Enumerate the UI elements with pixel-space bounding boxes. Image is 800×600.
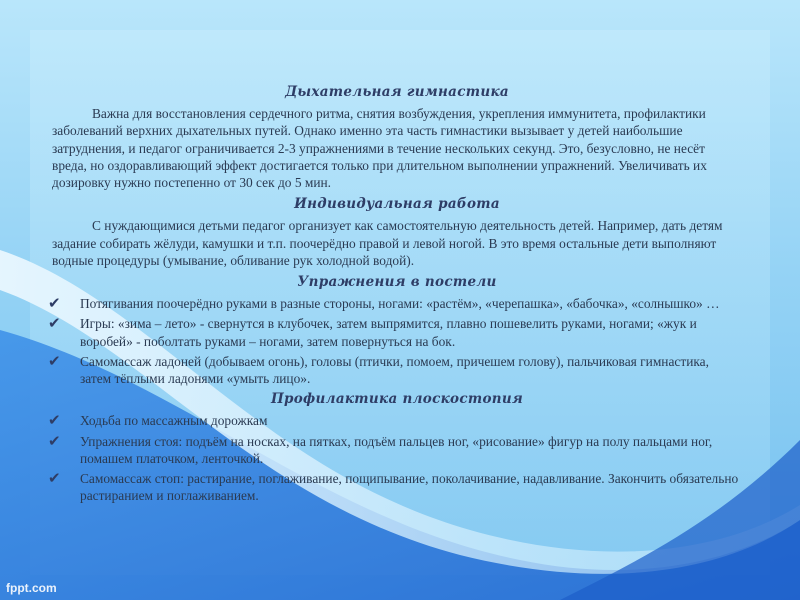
- section-heading: Профилактика плоскостопия: [270, 391, 524, 408]
- check-icon: ✔: [48, 431, 61, 450]
- list-item: [48, 431, 742, 467]
- list-item-text: Упражнения стоя: подъём на носках, на пятках, подъём пальцев ног, «рисование» фигур на полу пальцами ног, помашем платочком, ленточкой.: [80, 433, 713, 466]
- section-heading: Упражнения в постели: [297, 274, 497, 291]
- content: [48, 84, 742, 508]
- list-item: [48, 314, 742, 349]
- check-icon: ✔: [48, 351, 61, 370]
- check-icon: ✔: [48, 411, 61, 430]
- list-item-text: Самомассаж ладоней (добываем огонь), головы (птички, помоем, причешем голову), пальчиковая гимнастика, затем тёплыми ладонями «умыть лицо».: [80, 353, 709, 387]
- list-item: [48, 469, 742, 504]
- section-heading: Индивидуальная работа: [294, 196, 500, 213]
- bullet-list: [48, 294, 742, 387]
- check-icon: ✔: [48, 294, 61, 313]
- list-item-text: Ходьба по массажным дорожкам: [80, 413, 268, 429]
- bullet-list: [48, 411, 742, 504]
- section-individual: [52, 196, 742, 269]
- check-icon: ✔: [48, 314, 61, 333]
- section-bed-exercises: [48, 274, 742, 387]
- list-item-text: Самомассаж стоп: растирание, поглаживание, пощипывание, поколачивание, надавливание. Закончить обязательно растиранием и поглаживанием.: [80, 471, 739, 504]
- list-item: [48, 411, 742, 430]
- section-paragraph: С нуждающимися детьми педагог организует как самостоятельную деятельность детей. Например, дать детям задание собирать жёлуди, камушки и т.п. поочерёдно правой и левой ногой. В это время остальные дети выполняют водные процедуры (умывание, обливание рук холодной водой).: [52, 218, 723, 268]
- section-paragraph: Важна для восстановления сердечного ритма, снятия возбуждения, укрепления иммунитета, профилактики заболеваний верхних дыхательных путей. Однако именно эта часть гимнастики вызывает у детей наибольшие затруднения, и педагог ограничивается 2-3 упражнениями в течение нескольких секунд. Это, безусловно, не несёт вреда, но оздоравливающий эффект достигается только при длительном выполнении упражнений. Увеличивать их дозировку нужно постепенно от 30 сек до 5 мин.: [52, 106, 707, 191]
- section-heading: Дыхательная гимнастика: [285, 84, 509, 100]
- list-item-text: Игры: «зима – лето» - свернутся в клубочек, затем выпрямится, плавно пошевелить руками, ногами; «жук и воробей» - поболтать руками – ногами, затем повернуться на бок.: [80, 316, 697, 349]
- list-item: [48, 351, 742, 387]
- list-item: [48, 294, 742, 313]
- list-item-text: Потягивания поочерёдно руками в разные стороны, ногами: «растём», «черепашка», «бабочка», «солнышко» …: [80, 296, 720, 312]
- section-flatfoot: [48, 391, 742, 504]
- check-icon: ✔: [48, 469, 61, 488]
- section-breathing: [52, 84, 742, 191]
- footer-brand: fppt.com: [6, 581, 57, 595]
